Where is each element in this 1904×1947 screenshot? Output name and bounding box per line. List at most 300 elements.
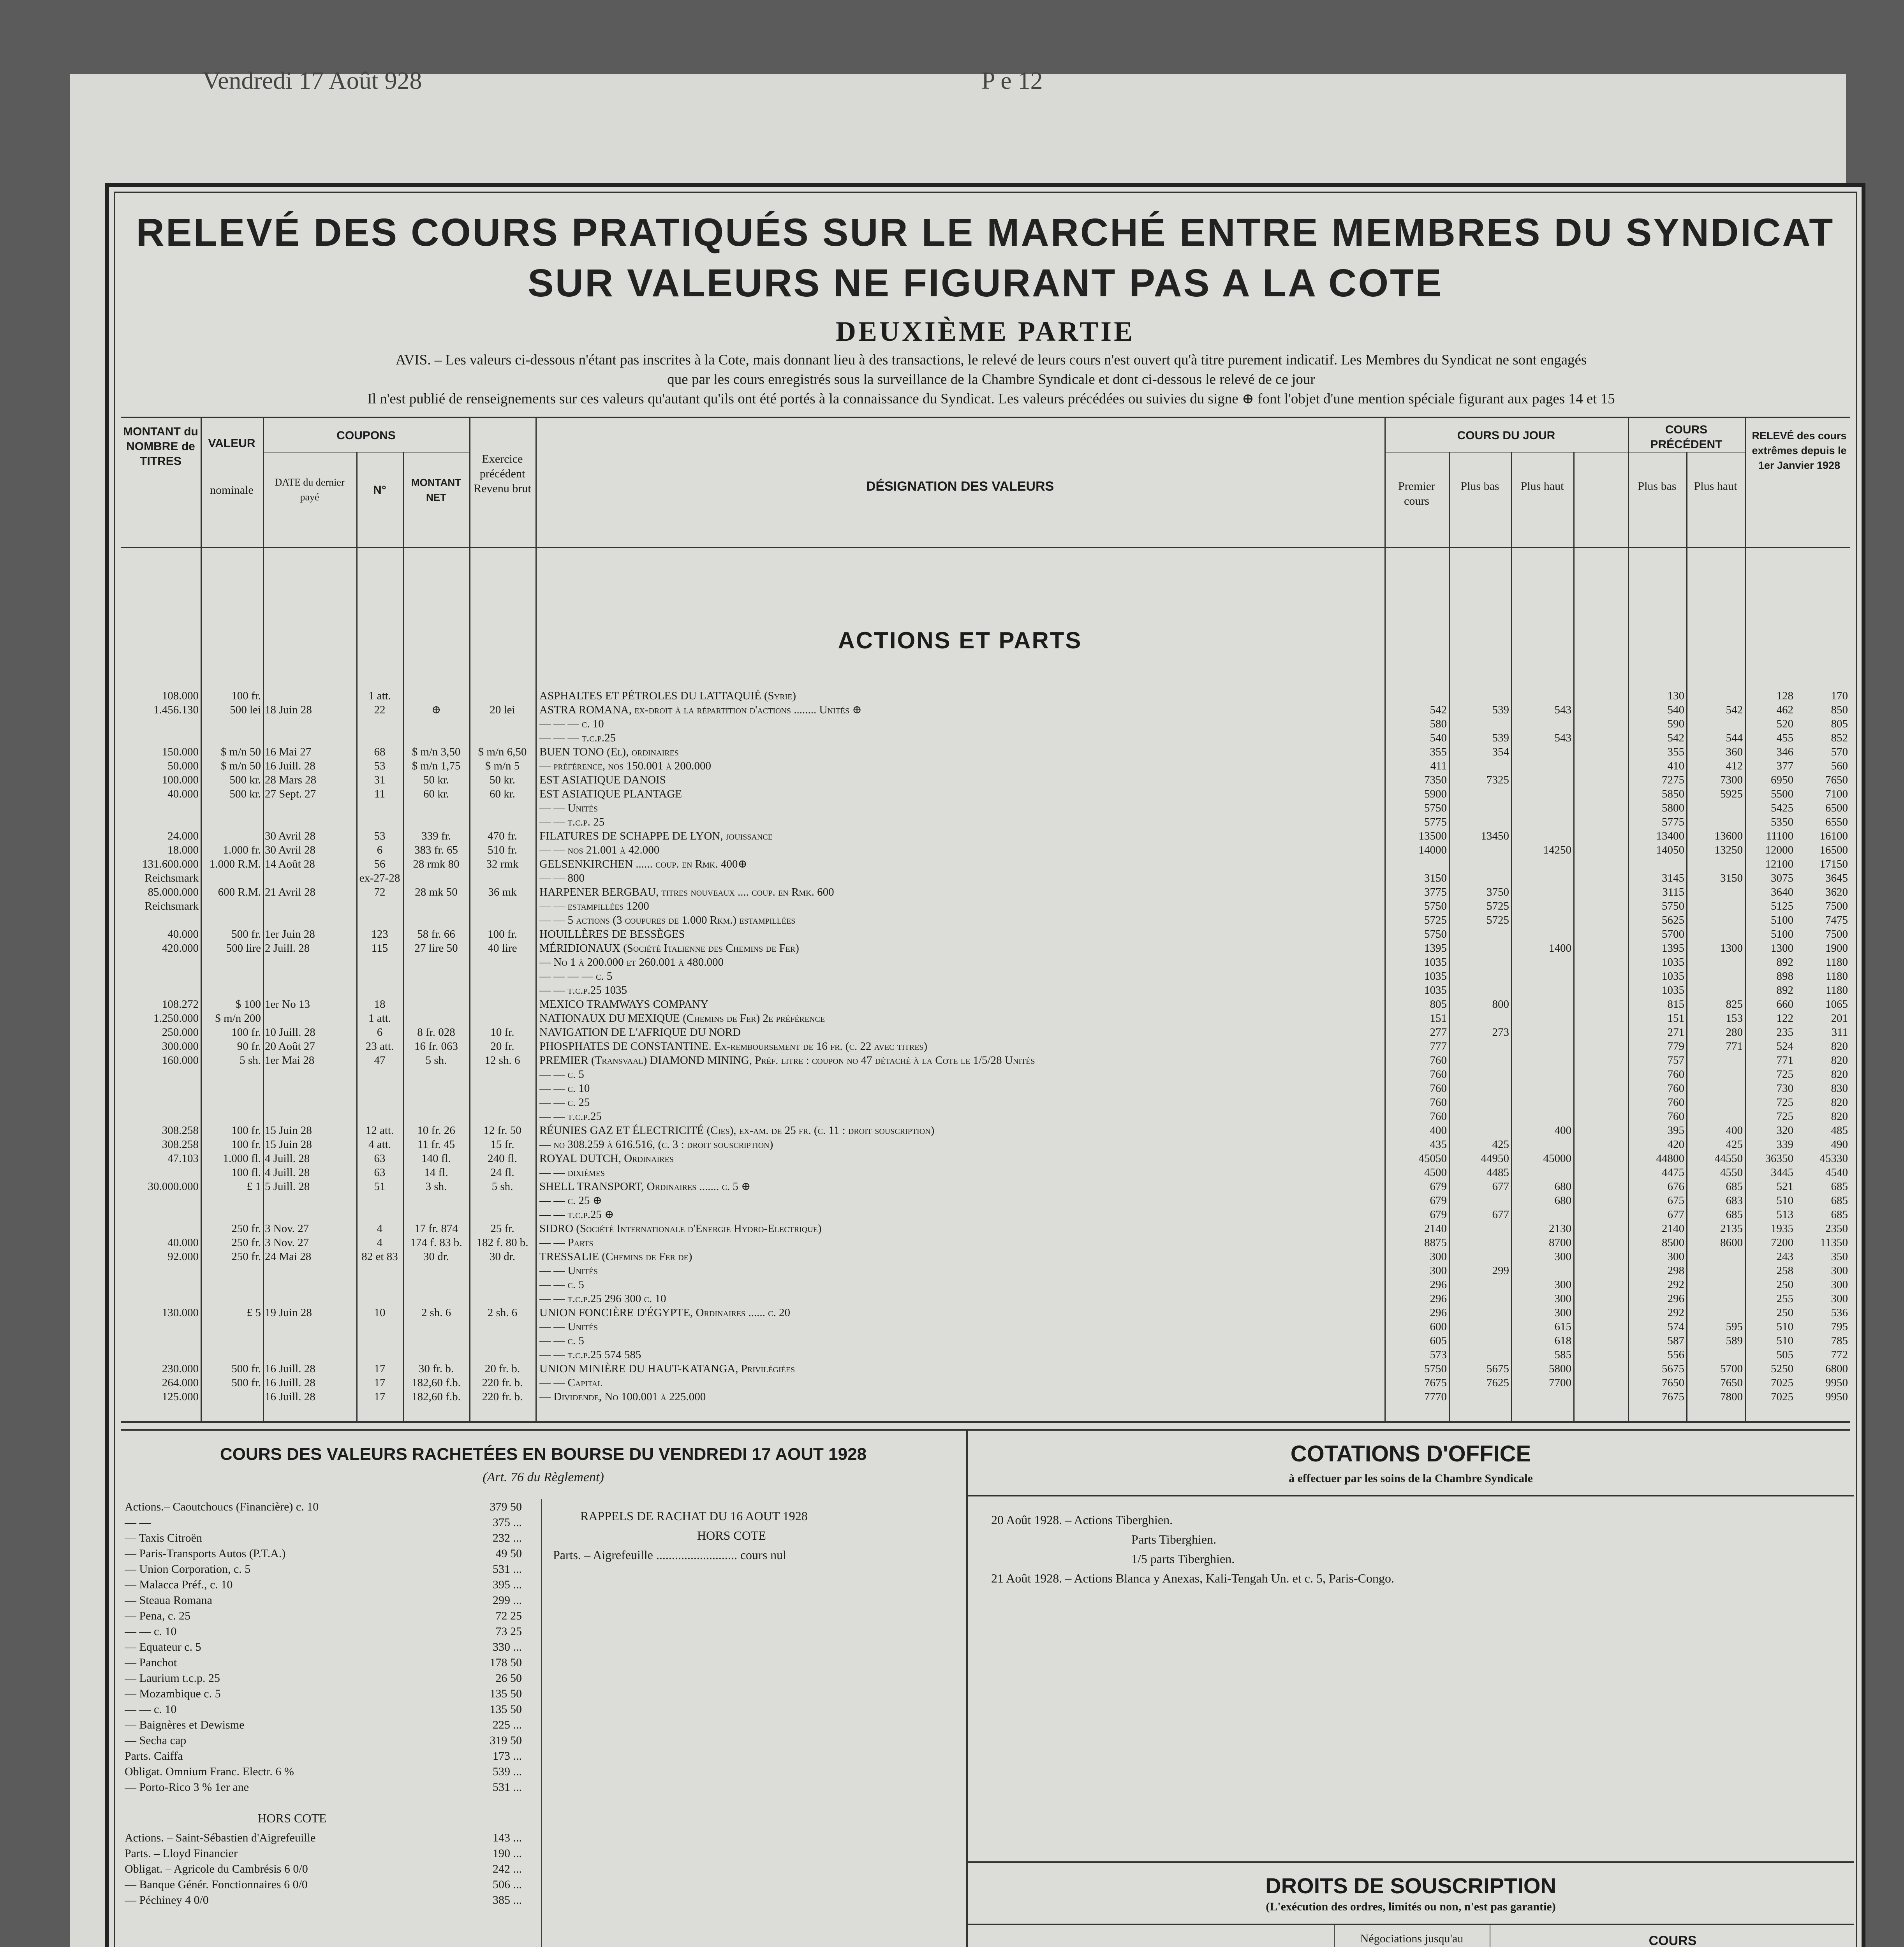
header-exercice: Exercice précédent Revenu brut <box>474 452 531 495</box>
cell-valeur: 500 kr. <box>229 788 261 800</box>
cell-releve-haut: 17150 <box>1819 858 1848 870</box>
cell-date: 3 Nov. 27 <box>265 1222 309 1235</box>
cell-coupon: 51 <box>374 1180 386 1193</box>
cell-plus-haut: 615 <box>1554 1320 1571 1333</box>
cell-premier: 5750 <box>1424 928 1447 940</box>
cell-prec-haut: 425 <box>1726 1138 1743 1151</box>
cell-releve-bas: 892 <box>1776 984 1793 996</box>
cell-valeur: 250 fr. <box>231 1222 261 1235</box>
cell-plus-haut: 680 <box>1554 1194 1571 1207</box>
cell-plus-bas: 273 <box>1492 1026 1509 1039</box>
cell-designation: — — Unités <box>539 802 598 814</box>
middle-top-rule <box>121 1429 1850 1431</box>
list-item <box>125 1593 526 1608</box>
cell-coupon: 72 <box>374 886 386 898</box>
cell-designation: EST ASIATIQUE DANOIS <box>539 774 666 786</box>
cell-releve-bas: 255 <box>1776 1292 1793 1305</box>
title-line-1: RELEVÉ DES COURS PRATIQUÉS SUR LE MARCHÉ ENTRE MEMBRES DU SYNDICAT <box>136 211 1835 254</box>
list-item <box>125 1733 526 1748</box>
cell-coupon: 4 att. <box>368 1138 391 1151</box>
list-item <box>125 1561 526 1577</box>
table-row <box>109 1068 1862 1081</box>
office-subtitle: à effectuer par les soins de la Chambre Syndicale <box>1289 1472 1533 1485</box>
cell-designation: FILATURES DE SCHAPPE DE LYON, jouissance <box>539 830 773 842</box>
cell-plus-haut: 543 <box>1554 704 1571 716</box>
cell-designation: PHOSPHATES DE CONSTANTINE. Ex-remboursement de 16 fr. (c. 22 avec titres) <box>539 1040 928 1053</box>
cell-montant-net: 60 kr. <box>423 788 449 800</box>
cell-releve-bas: 5425 <box>1771 802 1793 814</box>
item-value: 299 ... <box>493 1594 522 1607</box>
cell-premier: 7770 <box>1424 1391 1447 1403</box>
souscription-box <box>968 1861 1854 1947</box>
list-item <box>125 1499 526 1515</box>
table-row <box>109 703 1862 716</box>
souscription-h-cours: COURS <box>1649 1933 1697 1947</box>
cell-titres: 30.000.000 <box>148 1180 199 1193</box>
cell-exercice: 2 sh. 6 <box>487 1306 518 1319</box>
cell-plus-haut: 14250 <box>1543 844 1571 856</box>
cell-releve-haut: 300 <box>1831 1292 1848 1305</box>
cell-coupon: 53 <box>374 760 386 772</box>
list-item <box>125 1577 526 1593</box>
list-item <box>125 1861 526 1877</box>
cell-releve-bas: 898 <box>1776 970 1793 982</box>
table-row <box>109 1292 1862 1305</box>
cell-prec-bas: 44800 <box>1656 1152 1684 1165</box>
cell-valeur: 500 fr. <box>231 1377 261 1389</box>
cell-prec-haut: 771 <box>1726 1040 1743 1053</box>
cell-premier: 777 <box>1430 1040 1447 1053</box>
cell-designation: — — 800 <box>539 872 585 884</box>
cell-coupon: ex-27-28 <box>359 872 400 884</box>
office-box <box>968 1433 1854 1861</box>
cell-releve-haut: 1180 <box>1826 970 1848 982</box>
cell-titres: 47.103 <box>167 1152 199 1165</box>
souscription-rule <box>968 1924 1854 1925</box>
list-item <box>125 1702 526 1717</box>
cell-releve-haut: 772 <box>1831 1348 1848 1361</box>
cell-valeur: $ m/n 50 <box>220 760 261 772</box>
cell-date: 16 Juill. 28 <box>265 1377 315 1389</box>
list-item <box>125 1892 526 1908</box>
cell-premier: 3775 <box>1424 886 1447 898</box>
table-row <box>109 1026 1862 1039</box>
cell-releve-bas: 7025 <box>1771 1391 1793 1403</box>
cell-premier: 760 <box>1430 1110 1447 1123</box>
cell-premier: 5900 <box>1424 788 1447 800</box>
item-label: — Union Corporation, c. 5 <box>125 1563 251 1576</box>
cell-titres: 108.000 <box>162 690 199 702</box>
cell-releve-bas: 258 <box>1776 1264 1793 1277</box>
table-row <box>109 829 1862 843</box>
cell-plus-bas: 677 <box>1492 1180 1509 1193</box>
cell-releve-bas: 346 <box>1776 746 1793 758</box>
item-value: 242 ... <box>493 1863 522 1875</box>
list-item <box>125 1846 526 1861</box>
header-date: DATE du dernier payé <box>275 477 345 503</box>
cell-designation: SIDRO (Société Internationale d'Energie Hydro-Electrique) <box>539 1222 822 1235</box>
table-row <box>109 1278 1862 1291</box>
cell-date: 24 Mai 28 <box>265 1250 312 1263</box>
cell-designation: GELSENKIRCHEN ...... coup. en Rmk. 400⊕ <box>539 858 747 870</box>
cell-valeur: 100 fr. <box>231 690 261 702</box>
cell-premier: 7350 <box>1424 774 1447 786</box>
table-row <box>109 914 1862 927</box>
cell-exercice: 220 fr. b. <box>482 1391 523 1403</box>
cell-prec-bas: 760 <box>1667 1110 1684 1123</box>
cell-releve-bas: 510 <box>1776 1334 1793 1347</box>
rappel-rachat-title: RAPPELS DE RACHAT DU 16 AOUT 1928 <box>580 1509 808 1523</box>
list-item <box>125 1546 526 1561</box>
cell-titres: 40.000 <box>167 788 199 800</box>
table-row <box>109 1376 1862 1389</box>
cell-date: 14 Août 28 <box>265 858 315 870</box>
office-line: 20 Août 1928. – Actions Tiberghien. <box>991 1513 1173 1527</box>
item-label: — Steaua Romana <box>125 1594 212 1607</box>
cell-exercice: 510 fr. <box>488 844 517 856</box>
cell-releve-bas: 36350 <box>1765 1152 1793 1165</box>
cell-premier: 542 <box>1430 704 1447 716</box>
cell-plus-bas: 539 <box>1492 732 1509 744</box>
list-item <box>125 1717 526 1733</box>
cell-prec-haut: 685 <box>1726 1208 1743 1221</box>
cell-valeur: $ m/n 200 <box>215 1012 261 1025</box>
cell-exercice: 20 fr. <box>490 1040 514 1053</box>
cell-releve-bas: 5500 <box>1771 788 1793 800</box>
cell-montant-net: 17 fr. 874 <box>414 1222 458 1235</box>
table-row <box>109 942 1862 955</box>
cell-date: 30 Avril 28 <box>265 830 315 842</box>
cell-valeur: 1.000 fr. <box>223 844 261 856</box>
cell-releve-bas: 12000 <box>1765 844 1793 856</box>
table-row <box>109 1362 1862 1375</box>
cell-releve-haut: 850 <box>1831 704 1848 716</box>
cell-montant-net: 28 mk 50 <box>415 886 458 898</box>
title-line-2: SUR VALEURS NE FIGURANT PAS A LA COTE <box>528 261 1443 305</box>
cell-releve-haut: 7500 <box>1825 900 1848 912</box>
cell-premier: 573 <box>1430 1348 1447 1361</box>
cell-plus-bas: 800 <box>1492 998 1509 1010</box>
cell-date: 5 Juill. 28 <box>265 1180 310 1193</box>
rachat-subtitle: (Art. 76 du Règlement) <box>483 1470 604 1484</box>
item-label: Obligat. – Agricole du Cambrésis 6 0/0 <box>125 1863 308 1875</box>
cell-releve-haut: 536 <box>1831 1306 1848 1319</box>
cell-prec-bas: 815 <box>1667 998 1684 1010</box>
cell-releve-haut: 1065 <box>1825 998 1848 1010</box>
cell-prec-bas: 760 <box>1667 1068 1684 1081</box>
cell-releve-bas: 3445 <box>1771 1166 1793 1179</box>
cell-prec-bas: 1395 <box>1662 942 1684 954</box>
cell-titres: 50.000 <box>167 760 199 772</box>
cell-coupon: 4 <box>377 1236 383 1249</box>
item-label: — Porto-Rico 3 % 1er ane <box>125 1781 249 1794</box>
cell-designation: NATIONAUX DU MEXIQUE (Chemins de Fer) 2e préférence <box>539 1012 825 1025</box>
item-label: Parts. Caiffa <box>125 1750 183 1762</box>
cell-releve-haut: 685 <box>1831 1194 1848 1207</box>
cell-exercice: 100 fr. <box>488 928 517 940</box>
item-label: — Taxis Citroën <box>125 1532 202 1544</box>
table-row <box>109 1180 1862 1193</box>
list-item <box>125 1608 526 1624</box>
cell-titres: 40.000 <box>167 928 199 940</box>
cell-prec-bas: 271 <box>1667 1026 1684 1039</box>
cell-plus-bas: 299 <box>1492 1264 1509 1277</box>
cell-designation: — — Unités <box>539 1320 598 1333</box>
cell-prec-bas: 410 <box>1667 760 1684 772</box>
cell-prec-bas: 1035 <box>1662 956 1684 968</box>
table-header-rule <box>121 547 1850 548</box>
cell-date: 15 Juin 28 <box>265 1138 312 1151</box>
cell-designation: — préférence, nos 150.001 à 200.000 <box>539 760 712 772</box>
cell-premier: 8875 <box>1424 1236 1447 1249</box>
cell-premier: 4500 <box>1424 1166 1447 1179</box>
cell-premier: 605 <box>1430 1334 1447 1347</box>
header-prec-haut: Plus haut <box>1694 480 1737 493</box>
cell-releve-haut: 485 <box>1831 1124 1848 1137</box>
cell-montant-net: 174 f. 83 b. <box>410 1236 462 1249</box>
cell-titres: 1.456.130 <box>153 704 199 716</box>
cell-releve-haut: 45330 <box>1819 1152 1848 1165</box>
cell-designation: EST ASIATIQUE PLANTAGE <box>539 788 682 800</box>
cell-prec-haut: 13250 <box>1714 844 1743 856</box>
cell-prec-haut: 685 <box>1726 1180 1743 1193</box>
cell-titres: 24.000 <box>167 830 199 842</box>
cell-designation: — — t.c.p.25 296 300 c. 10 <box>539 1292 666 1305</box>
table-row <box>109 900 1862 913</box>
header-cours-precedent: COURS PRÉCÉDENT <box>1650 423 1723 451</box>
cell-releve-bas: 6950 <box>1771 774 1793 786</box>
cell-releve-bas: 455 <box>1776 732 1793 744</box>
cell-releve-haut: 6800 <box>1825 1363 1848 1375</box>
cell-premier: 1395 <box>1424 942 1447 954</box>
cell-releve-haut: 820 <box>1831 1110 1848 1123</box>
running-header-date: Vendredi 17 Août 928 <box>203 67 422 94</box>
cell-releve-haut: 6550 <box>1825 816 1848 828</box>
list-item <box>125 1624 526 1639</box>
cell-exercice: 32 rmk <box>486 858 519 870</box>
cell-premier: 45050 <box>1418 1152 1447 1165</box>
cell-coupon: 17 <box>374 1377 386 1389</box>
item-value: 395 ... <box>493 1578 522 1591</box>
cell-plus-haut: 300 <box>1554 1292 1571 1305</box>
item-value: 143 ... <box>493 1831 522 1844</box>
item-value: 539 ... <box>493 1765 522 1778</box>
cell-plus-haut: 618 <box>1554 1334 1571 1347</box>
cell-premier: 679 <box>1430 1208 1447 1221</box>
cell-prec-bas: 296 <box>1667 1292 1684 1305</box>
cell-valeur: 500 fr. <box>231 928 261 940</box>
cell-date: 15 Juin 28 <box>265 1124 312 1137</box>
cell-prec-bas: 3115 <box>1662 886 1684 898</box>
cell-designation: — No 1 à 200.000 et 260.001 à 480.000 <box>539 956 724 968</box>
cell-titres: 230.000 <box>162 1363 199 1375</box>
cell-prec-bas: 7650 <box>1662 1377 1684 1389</box>
cell-valeur: 250 fr. <box>231 1236 261 1249</box>
cell-premier: 400 <box>1430 1124 1447 1137</box>
cell-prec-bas: 757 <box>1667 1054 1684 1067</box>
cell-designation: — — Parts <box>539 1236 594 1249</box>
rachat-inner-divider <box>541 1499 542 1947</box>
cell-prec-haut: 400 <box>1726 1124 1743 1137</box>
cell-plus-bas: 539 <box>1492 704 1509 716</box>
table-row <box>109 1194 1862 1207</box>
cell-premier: 2140 <box>1424 1222 1447 1235</box>
cell-plus-bas: 44950 <box>1481 1152 1509 1165</box>
cell-designation: MÉRIDIONAUX (Société Italienne des Chemins de Fer) <box>539 942 799 954</box>
cell-designation: — — c. 25 ⊕ <box>539 1194 602 1207</box>
cell-plus-bas: 5725 <box>1487 900 1509 912</box>
cell-premier: 411 <box>1430 760 1447 772</box>
cell-premier: 296 <box>1430 1292 1447 1305</box>
cell-coupon: 10 <box>374 1306 386 1319</box>
cell-releve-haut: 820 <box>1831 1054 1848 1067</box>
cell-premier: 760 <box>1430 1068 1447 1081</box>
cell-titres: 108.272 <box>162 998 199 1010</box>
cell-prec-haut: 683 <box>1726 1194 1743 1207</box>
cell-premier: 1035 <box>1424 970 1447 982</box>
cell-prec-haut: 825 <box>1726 998 1743 1010</box>
cell-releve-bas: 7025 <box>1771 1377 1793 1389</box>
cell-coupon: 115 <box>371 942 388 954</box>
cell-premier: 679 <box>1430 1180 1447 1193</box>
cell-prec-bas: 4475 <box>1662 1166 1684 1179</box>
cell-designation: — — c. 5 <box>539 1278 584 1291</box>
souscription-title: DROITS DE SOUSCRIPTION <box>1265 1873 1556 1898</box>
cell-premier: 151 <box>1430 1012 1447 1025</box>
cell-montant-net: 182,60 f.b. <box>412 1391 461 1403</box>
running-header-page: P e 12 <box>981 67 1043 94</box>
table-row <box>109 759 1862 773</box>
avis-line-2: que par les cours enregistrés sous la surveillance de la Chambre Syndicale et dont ci-dessous le relevé de ce jour <box>667 371 1315 387</box>
cell-prec-haut: 1300 <box>1720 942 1743 954</box>
cell-designation: NAVIGATION DE L'AFRIQUE DU NORD <box>539 1026 741 1039</box>
cell-designation: ROYAL DUTCH, Ordinaires <box>539 1152 674 1165</box>
cell-releve-haut: 805 <box>1831 718 1848 730</box>
cell-releve-haut: 560 <box>1831 760 1848 772</box>
header-designation: DÉSIGNATION DES VALEURS <box>866 479 1054 494</box>
cell-exercice: 20 fr. b. <box>484 1363 520 1375</box>
item-value: 506 ... <box>493 1878 522 1891</box>
cell-exercice: 36 mk <box>488 886 517 898</box>
cell-date: 21 Avril 28 <box>265 886 315 898</box>
cell-plus-bas: 354 <box>1492 746 1509 758</box>
list-item <box>125 1780 526 1795</box>
cell-montant-net: 11 fr. 45 <box>417 1138 455 1151</box>
cell-prec-bas: 760 <box>1667 1096 1684 1109</box>
cell-prec-haut: 44550 <box>1714 1152 1743 1165</box>
table-row <box>109 970 1862 983</box>
cell-coupon: 1 att. <box>368 1012 391 1025</box>
cell-titres: 131.600.000 <box>142 858 199 870</box>
cell-designation: — — nos 21.001 à 42.000 <box>539 844 660 856</box>
list-item <box>125 1877 526 1892</box>
list-item <box>125 1515 526 1530</box>
cell-valeur: £ 1 <box>247 1180 261 1193</box>
cell-montant-net: 58 fr. 66 <box>417 928 455 940</box>
cell-plus-haut: 5800 <box>1549 1363 1571 1375</box>
securities-table-body <box>109 689 1862 1417</box>
rappel-rachat-hc: HORS COTE <box>697 1528 766 1542</box>
cell-premier: 5725 <box>1424 914 1447 926</box>
cell-premier: 296 <box>1430 1306 1447 1319</box>
table-row <box>109 689 1862 702</box>
cell-releve-bas: 3075 <box>1771 872 1793 884</box>
header-premier: Premier cours <box>1398 480 1435 507</box>
cell-date: 20 Août 27 <box>265 1040 315 1053</box>
cell-releve-bas: 339 <box>1776 1138 1793 1151</box>
table-row <box>109 1082 1862 1095</box>
cell-valeur: $ 100 <box>235 998 261 1010</box>
table-row <box>109 1054 1862 1067</box>
cell-prec-haut: 7300 <box>1720 774 1743 786</box>
cell-exercice: 24 fl. <box>490 1166 514 1179</box>
table-row <box>109 885 1862 899</box>
cell-prec-haut: 13600 <box>1714 830 1743 842</box>
table-row <box>109 1012 1862 1025</box>
cell-coupon: 12 att. <box>365 1124 394 1137</box>
cell-plus-haut: 300 <box>1554 1250 1571 1263</box>
cell-releve-haut: 350 <box>1831 1250 1848 1263</box>
header-numero: N° <box>373 484 386 496</box>
cell-prec-haut: 3150 <box>1720 872 1743 884</box>
cell-valeur: 100 fl. <box>231 1166 261 1179</box>
cell-releve-haut: 2350 <box>1825 1222 1848 1235</box>
actions-parts-heading: ACTIONS ET PARTS <box>838 627 1082 653</box>
cell-titres: 85.000.000 <box>148 886 199 898</box>
table-row <box>109 815 1862 829</box>
list-item <box>125 1830 526 1846</box>
cell-plus-haut: 7700 <box>1549 1377 1571 1389</box>
cell-designation: — — t.c.p.25 1035 <box>539 984 627 996</box>
cell-plus-haut: 400 <box>1554 1124 1571 1137</box>
cell-titres: 92.000 <box>167 1250 199 1263</box>
cell-date: 16 Juill. 28 <box>265 760 315 772</box>
item-label: — Baignères et Dewisme <box>125 1718 245 1731</box>
cell-releve-bas: 1935 <box>1771 1222 1793 1235</box>
cell-titres: 18.000 <box>167 844 199 856</box>
cell-montant-net: ⊕ <box>431 704 441 716</box>
cell-plus-haut: 300 <box>1554 1278 1571 1291</box>
cell-releve-haut: 201 <box>1831 1012 1848 1025</box>
cell-designation: — — Unités <box>539 1264 598 1277</box>
cell-date: 4 Juill. 28 <box>265 1166 310 1179</box>
avis-line-3: Il n'est publié de renseignements sur ces valeurs qu'autant qu'ils ont été portés à la connaissance du Syndicat. Les valeurs précédées ou suivies du signe ⊕ font l'objet d'une mention spéciale figurant aux pages 14 et 15 <box>367 391 1615 407</box>
cell-prec-haut: 153 <box>1726 1012 1743 1025</box>
cell-releve-bas: 250 <box>1776 1278 1793 1291</box>
item-value: 232 ... <box>493 1532 522 1544</box>
cell-titres: 1.250.000 <box>153 1012 199 1025</box>
cell-designation: — — dixièmes <box>539 1166 605 1179</box>
item-label: — Equateur c. 5 <box>125 1641 201 1653</box>
cell-releve-bas: 122 <box>1776 1012 1793 1025</box>
cell-titres: 130.000 <box>162 1306 199 1319</box>
cell-releve-bas: 7200 <box>1771 1236 1793 1249</box>
cell-exercice: 12 fr. 50 <box>483 1124 521 1137</box>
cell-designation: — — c. 5 <box>539 1334 584 1347</box>
cell-plus-haut: 300 <box>1554 1306 1571 1319</box>
cell-date: 4 Juill. 28 <box>265 1152 310 1165</box>
cell-prec-haut: 544 <box>1726 732 1743 744</box>
cell-releve-haut: 570 <box>1831 746 1848 758</box>
cell-prec-bas: 5750 <box>1662 900 1684 912</box>
cell-prec-haut: 7800 <box>1720 1391 1743 1403</box>
cell-releve-bas: 771 <box>1776 1054 1793 1067</box>
cell-montant-net: 50 kr. <box>423 774 449 786</box>
cell-releve-haut: 300 <box>1831 1264 1848 1277</box>
cell-exercice: 15 fr. <box>490 1138 514 1151</box>
table-row <box>109 1334 1862 1347</box>
cell-designation: — — c. 10 <box>539 1082 590 1095</box>
